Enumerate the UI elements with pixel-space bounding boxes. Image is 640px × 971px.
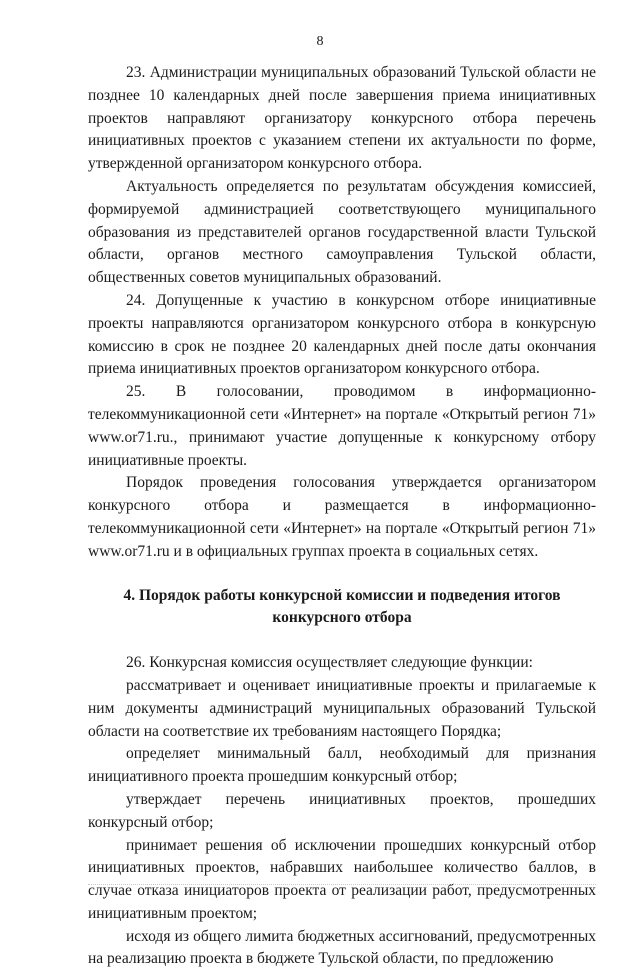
paragraph-26: 26. Конкурсная комиссия осуществляет следующие функции: [126, 654, 533, 672]
function-minimum-score: определяет минимальный балл, необходимый для признания инициативного проекта прошедшим конкурсный отбор; [88, 745, 596, 786]
paragraph-relevance: Актуальность определяется по результатам обсуждения комиссией, формируемой администрацией соответствующего муниципального образования из представителей органов государственной власти Тульской области, органов местного самоуправления Тульской области, общественных советов муниципальных образований. [88, 177, 596, 287]
document-body [88, 62, 596, 971]
scan-footer-artifact [88, 884, 596, 887]
page-number: 8 [316, 34, 324, 49]
paragraph-voting-procedure: Порядок проведения голосования утверждается организатором конкурсного отбора и размещается в информационно-телекоммуникационной сети «Интернет» на портале «Открытый регион 71» www.or71.ru и в официальных группах проекта в социальных сетях. [88, 474, 596, 560]
paragraph-23: 23. Администрации муниципальных образований Тульской области не позднее 10 календарных дней после завершения приема инициативных проектов направляют организатору конкурсного отбора перечень инициативных проектов с указанием степени их актуальности по форме, утвержденной организатором конкурсного отбора. [88, 64, 596, 173]
section-heading-line-2: конкурсного отбора [272, 609, 412, 627]
paragraph-25: 25. В голосовании, проводимом в информационно-телекоммуникационной сети «Интернет» на портале «Открытый регион 71» www.or71.ru., принимают участие допущенные к конкурсному отбору инициативные проекты. [88, 383, 596, 469]
function-approve-list: утверждает перечень инициативных проектов, прошедших конкурсный отбор; [88, 790, 596, 831]
paragraph-24: 24. Допущенные к участию в конкурсном отборе инициативные проекты направляются организатором конкурсного отбора в конкурсную комиссию в срок не позднее 20 календарных дней после даты окончания приема инициативных проектов организатором конкурсного отбора. [88, 291, 596, 378]
section-heading-line-1: 4. Порядок работы конкурсной комиссии и подведения итогов [123, 586, 561, 604]
section-heading [88, 585, 596, 631]
function-review-projects: рассматривает и оценивает инициативные проекты и прилагаемые к ним документы администраций муниципальных образований Тульской области на соответствие их требованиям настоящего Порядка; [88, 676, 596, 740]
function-budget-limit: исходя из общего лимита бюджетных ассигнований, предусмотренных на реализацию проекта в бюджете Тульской области, по предложению [88, 927, 596, 968]
function-exclusion-decisions: принимает решения об исключении прошедших конкурсный отбор инициативных проектов, набравших наибольшее количество баллов, в случае отказа инициаторов проекта от реализации работ, предусмотренных инициативным проектом; [88, 836, 596, 922]
